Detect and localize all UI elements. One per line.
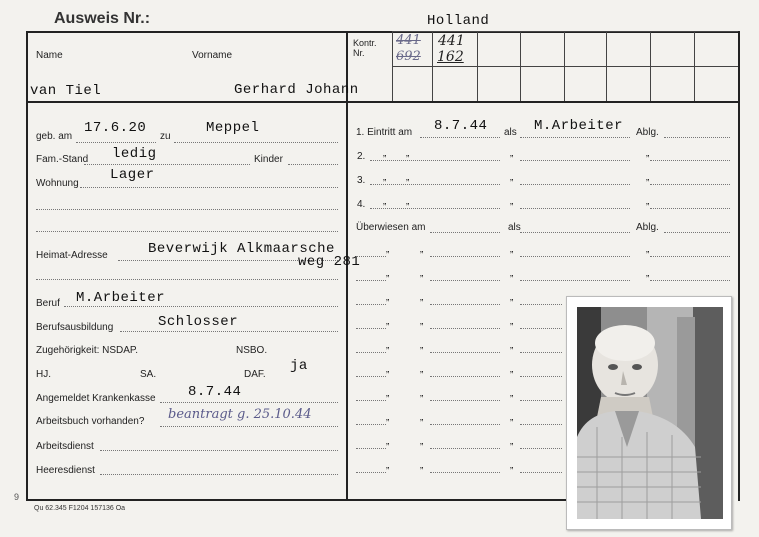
entry-line — [356, 352, 386, 353]
ditto-mark: „ — [510, 340, 514, 351]
entry-line — [430, 256, 500, 257]
entry-line — [520, 160, 630, 161]
ditto-mark: „ — [386, 340, 390, 351]
frame-bottom — [26, 499, 566, 501]
entry-line — [356, 400, 386, 401]
daf-value: ja — [290, 358, 308, 374]
entry-line — [430, 376, 500, 377]
ditto-mark: „ — [406, 148, 410, 159]
ditto-mark: „ — [510, 292, 514, 303]
row4-number: 4. — [357, 199, 366, 210]
ditto-mark: „ — [510, 196, 514, 207]
wohnung-line-2 — [36, 209, 338, 210]
entry-line — [520, 328, 562, 329]
ditto-mark: „ — [386, 268, 390, 279]
ditto-mark: „ — [646, 196, 650, 207]
ditto-mark: „ — [386, 364, 390, 375]
eintritt-date-value: 8.7.44 — [434, 118, 488, 134]
eintritt1-als-label: als — [504, 127, 517, 138]
entry-line — [356, 304, 386, 305]
entry-line — [356, 424, 386, 425]
entry-line — [430, 448, 500, 449]
ditto-mark: „ — [646, 268, 650, 279]
ditto-mark: „ — [386, 460, 390, 471]
ditto-mark: „ — [386, 292, 390, 303]
portrait-icon — [577, 307, 723, 519]
name-label: Name — [36, 50, 63, 61]
hj-label: HJ. — [36, 369, 51, 380]
wohnung-line — [80, 187, 338, 188]
entry-line — [430, 424, 500, 425]
eintritt1-ablg-label: Ablg. — [636, 127, 659, 138]
entry-line — [520, 376, 562, 377]
ditto-mark: „ — [420, 268, 424, 279]
ditto-mark: „ — [510, 412, 514, 423]
ditto-mark: „ — [510, 172, 514, 183]
beruf-line — [64, 306, 338, 307]
portrait-image — [577, 307, 723, 519]
ditto-mark: „ — [406, 172, 410, 183]
kontr-new-value: 441 — [438, 33, 465, 49]
arbeitsdienst-line — [100, 450, 338, 451]
entry-line — [430, 328, 500, 329]
entry-line — [356, 472, 386, 473]
ditto-mark: „ — [510, 148, 514, 159]
entry-line — [430, 232, 500, 233]
heeresdienst-label: Heeresdienst — [36, 465, 95, 476]
berufsausbildung-value: Schlosser — [158, 314, 239, 330]
entry-line — [520, 184, 630, 185]
entry-line — [356, 448, 386, 449]
kinder-label: Kinder — [254, 154, 283, 165]
krankenkasse-value: 8.7.44 — [188, 384, 242, 400]
entry-line — [356, 328, 386, 329]
entry-line — [650, 280, 730, 281]
ditto-mark: „ — [386, 388, 390, 399]
kontr-grid-col — [606, 31, 607, 101]
ditto-mark: „ — [383, 172, 387, 183]
entry-line — [430, 472, 500, 473]
entry-line — [520, 448, 562, 449]
ditto-mark: „ — [420, 412, 424, 423]
daf-label: DAF. — [244, 369, 266, 380]
frame-right — [738, 31, 740, 501]
frame-middle — [346, 101, 348, 501]
ditto-mark: „ — [383, 148, 387, 159]
ditto-mark: „ — [420, 340, 424, 351]
arbeitsbuch-value: beantragt g. 25.10.44 — [168, 407, 312, 422]
ditto-mark: „ — [386, 412, 390, 423]
vorname-label: Vorname — [192, 50, 233, 61]
ditto-mark: „ — [420, 364, 424, 375]
ditto-mark: „ — [383, 196, 387, 207]
eintritt1-als-line — [520, 137, 630, 138]
nr-label: Nr. — [353, 48, 365, 58]
arbeitsdienst-label: Arbeitsdienst — [36, 441, 94, 452]
entry-line — [520, 424, 562, 425]
entry-line — [520, 472, 562, 473]
birth-place-value: Meppel — [206, 120, 260, 136]
kontr-grid-col — [650, 31, 651, 101]
portrait-photo — [566, 296, 732, 530]
entry-line — [650, 256, 730, 257]
zu-label: zu — [160, 131, 171, 142]
ditto-mark: „ — [420, 436, 424, 447]
birth-date-value: 17.6.20 — [84, 120, 147, 136]
ditto-mark: „ — [510, 244, 514, 255]
nr-old-value: 692 — [396, 49, 421, 64]
arbeitsbuch-line — [160, 426, 338, 427]
krankenkasse-label: Angemeldet Krankenkasse — [36, 393, 156, 404]
row3-number: 3. — [357, 175, 366, 186]
eintritt-als-value: M.Arbeiter — [534, 118, 624, 134]
eintritt1-label: 1. Eintritt am — [356, 127, 413, 138]
beruf-value: M.Arbeiter — [76, 290, 166, 306]
ditto-mark: „ — [510, 460, 514, 471]
kontr-grid-col — [694, 31, 695, 101]
entry-line — [520, 256, 630, 257]
surname-value: van Tiel — [30, 83, 102, 99]
ditto-mark: „ — [386, 436, 390, 447]
kontr-grid-col — [564, 31, 565, 101]
entry-line — [664, 232, 730, 233]
entry-line — [430, 304, 500, 305]
entry-line — [520, 280, 630, 281]
ditto-mark: „ — [386, 316, 390, 327]
ditto-mark: „ — [646, 244, 650, 255]
margin-mark: 9 — [14, 492, 20, 502]
ditto-mark: „ — [420, 316, 424, 327]
entry-line — [520, 400, 562, 401]
nr-new-value: 162 — [437, 49, 464, 65]
kontr-grid-col — [432, 31, 433, 101]
berufsausbildung-label: Berufsausbildung — [36, 322, 114, 333]
ditto-mark: „ — [420, 292, 424, 303]
entry-line — [520, 232, 630, 233]
entry-line — [520, 208, 630, 209]
ditto-mark: „ — [510, 268, 514, 279]
ditto-mark: „ — [646, 148, 650, 159]
zu-line — [174, 142, 338, 143]
ditto-mark: „ — [646, 172, 650, 183]
nsbo-label: NSBO. — [236, 345, 268, 356]
entry-line — [370, 208, 500, 209]
kontr-grid-col — [477, 31, 478, 101]
country-value: Holland — [427, 13, 490, 29]
arbeitsbuch-label: Arbeitsbuch vorhanden? — [36, 416, 145, 427]
ueberwiesen-ablg-label: Ablg. — [636, 222, 659, 233]
ditto-mark: „ — [420, 388, 424, 399]
fam-stand-label: Fam.-Stand — [36, 154, 89, 165]
ditto-mark: „ — [510, 388, 514, 399]
ditto-mark: „ — [510, 364, 514, 375]
entry-line — [370, 160, 500, 161]
entry-line — [356, 280, 386, 281]
name-row-divider — [26, 101, 738, 103]
card-title: Ausweis Nr.: — [54, 10, 151, 27]
fam-stand-line — [84, 164, 250, 165]
zugehoerigkeit-label: Zugehörigkeit: NSDAP. — [36, 345, 139, 356]
fam-stand-value: ledig — [112, 146, 157, 162]
heimat-line-2 — [36, 279, 338, 280]
sa-label: SA. — [140, 369, 157, 380]
heimat-value-line1: Beverwijk Alkmaarsche — [148, 241, 335, 257]
ditto-mark: „ — [420, 244, 424, 255]
heeresdienst-line — [100, 474, 338, 475]
entry-line — [370, 184, 500, 185]
heimat-label: Heimat-Adresse — [36, 250, 108, 261]
entry-line — [356, 256, 386, 257]
entry-line — [520, 304, 562, 305]
kinder-line — [288, 164, 338, 165]
berufsausbildung-line — [120, 331, 338, 332]
print-code: Qu 62.345 F1204 157136 Oa — [34, 505, 126, 512]
wohnung-label: Wohnung — [36, 178, 79, 189]
eintritt1-ablg-line — [664, 137, 730, 138]
wohnung-line-3 — [36, 231, 338, 232]
wohnung-value: Lager — [110, 167, 155, 183]
ditto-mark: „ — [510, 316, 514, 327]
entry-line — [520, 352, 562, 353]
kontr-grid-mid — [392, 66, 738, 67]
ditto-mark: „ — [406, 196, 410, 207]
heimat-value-line2: weg 281 — [298, 254, 361, 270]
row2-number: 2. — [357, 151, 366, 162]
ditto-mark: „ — [420, 460, 424, 471]
entry-line — [650, 184, 730, 185]
kontr-grid-col — [520, 31, 521, 101]
entry-line — [356, 376, 386, 377]
ditto-mark: „ — [386, 244, 390, 255]
firstname-value: Gerhard Johann — [234, 82, 359, 98]
entry-line — [430, 280, 500, 281]
beruf-label: Beruf — [36, 298, 60, 309]
geb-am-label: geb. am — [36, 131, 73, 142]
kontr-old-value: 441 — [396, 33, 421, 48]
eintritt1-line — [420, 137, 500, 138]
geb-am-line — [76, 142, 156, 143]
ditto-mark: „ — [510, 436, 514, 447]
kontr-label: Kontr. — [353, 38, 377, 48]
ueberwiesen-als-label: als — [508, 222, 521, 233]
ueberwiesen-label: Überwiesen am — [356, 222, 426, 233]
entry-line — [650, 208, 730, 209]
entry-line — [430, 400, 500, 401]
entry-line — [430, 352, 500, 353]
entry-line — [650, 160, 730, 161]
krankenkasse-line — [160, 402, 338, 403]
